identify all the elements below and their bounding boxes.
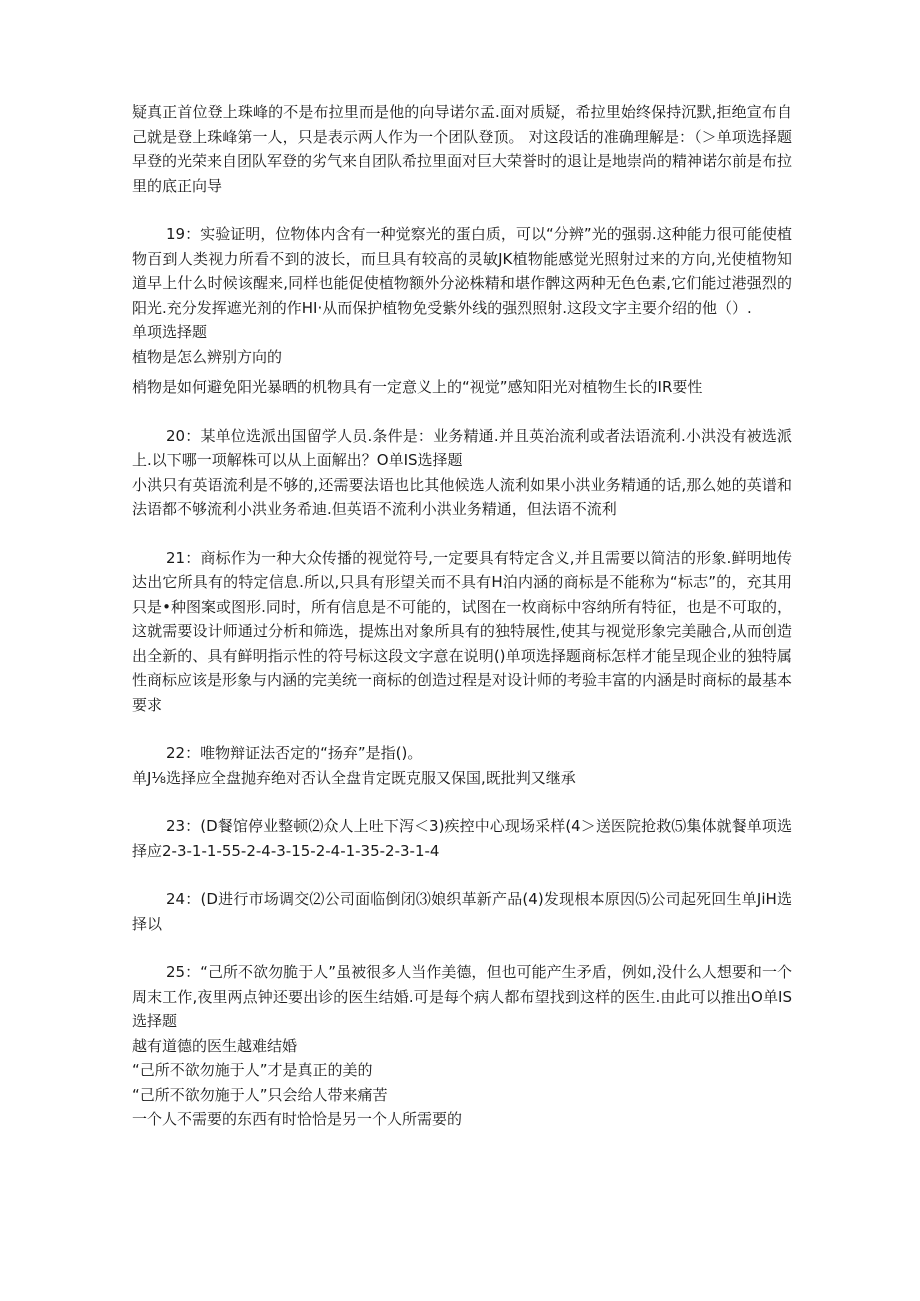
spacer xyxy=(132,522,792,546)
question-23-stem: 23：(D餐馆停业整顿⑵众人上吐下泻＜3)疾控中心现场采样(4＞送医院抢救⑸集体就餐单项选择应2-3-1-1-55-2-4-3-15-2-4-1-35-2-3-1-4 xyxy=(132,817,792,860)
spacer xyxy=(132,790,792,814)
question-19-stem: 19：实验证明，位物体内含有一种觉察光的蛋白质，可以“分辨”光的强弱.这种能力很可能使植物百到人类视力所看不到的波长，而旦具有较高的灵敏JK植物能感觉光照射过来的方向,光使植物知道早上什么时候该醒来,同样也能促使植物额外分泌株精和堪作髀这两种无色色素,它们能过港强烈的阳光.充分发挥遮光剂的作HI·从而保护植物免受紫外线的强烈照射.这段文字主要介绍的他（）. xyxy=(132,225,792,317)
question-22-stem: 22：唯物辩证法否定的“扬弃”是指()。 xyxy=(166,744,423,762)
question-25-option-4: 一个人不需要的东西有时恰恰是另一个人所需要的 xyxy=(132,1110,463,1128)
document-page xyxy=(132,100,792,1132)
question-19-type: 单项选择题 xyxy=(132,323,208,341)
question-20-stem: 20：某单位选派出国留学人员.条件是：业务精通.并且英治流利或者法语流利.小洪没有被选派上.以下哪一项解株可以从上面解出？O单IS选择题 xyxy=(132,426,792,469)
question-25-option-2: “己所不欲勿施于人”才是真正的美的 xyxy=(132,1061,373,1079)
spacer xyxy=(132,400,792,424)
question-19-option-2: 梢物是如何避免阳光暴晒的机物具有一定意义上的“视觉”感知阳光对植物生长的IR要性 xyxy=(132,378,703,396)
question-21-stem: 21：商标作为一种大众传播的视觉符号,一定要具有特定含义,并且需要以简洁的形象.鲜明地传达出它所具有的特定信息.所以,只具有形望关而不具有H泊内涵的商标是不能称为“标志”的，充其用只是•种图案或图形.同时，所有信息是不可能的，试图在一枚商标中容纳所有特征，也是不可取的，这就需要设计师通过分析和筛选，提炼出对象所具有的独特展性,使其与视觉形象完美融合,从而创造出全新的、具有鲜明指示性的符号标这段文字意在说明()单项选择题商标怎样才能呈现企业的独特属性商标应该是形象与内涵的完美统一商标的创造过程是对设计师的考验丰富的内涵是时商标的最基本要求 xyxy=(132,548,793,714)
intro-paragraph: 疑真正首位登上珠峰的不是布拉里而是他的向导诺尔孟.面对质疑，希拉里始终保持沉默,拒绝宣布自己就是登上珠峰第一人，只是表示两人作为一个团队登顶。 对这段话的准确理解是：（＞单项选择题早登的光荣来自团队军登的劣气来自团队希拉里面对巨大荣誉时的退让是地崇尚的精神诺尔前是布拉里的底正向导 xyxy=(132,103,793,195)
question-25-option-1: 越有道德的医生越难结婚 xyxy=(132,1036,298,1055)
question-20-answer: 小洪只有英语流利是不够的,还需要法语也比其他候选人流利如果小洪业务精通的话,那么她的英谱和法语都不够流利小洪业务希迪.但英语不流利小洪业务精通，但法语不流利 xyxy=(132,475,792,518)
spacer xyxy=(132,936,792,960)
question-25-option-3: “己所不欲勿施于人”只会给人带来痛苦 xyxy=(132,1085,388,1104)
question-24-stem: 24：(D进行市场调交⑵公司面临倒闭⑶娘织革新产品(4)发现根本原因⑸公司起死回生单JiH选择以 xyxy=(132,890,792,933)
spacer xyxy=(132,863,792,887)
question-22-answer: 单J⅛选择应全盘抛弃绝对否认全盘肯定既克服又保国,既批判又继承 xyxy=(132,768,576,787)
question-25-stem: 25：“己所不欲勿脆于人”虽被很多人当作美德，但也可能产生矛盾，例如,没什么人想要和一个周末工作,夜里两点钟还要出诊的医生结婚.可是每个病人都布望找到这样的医生.由此可以推出O单IS选择题 xyxy=(132,963,792,1030)
spacer xyxy=(132,717,792,741)
spacer xyxy=(132,198,792,222)
question-19-option-1: 植物是怎么辨别方向的 xyxy=(132,347,283,366)
